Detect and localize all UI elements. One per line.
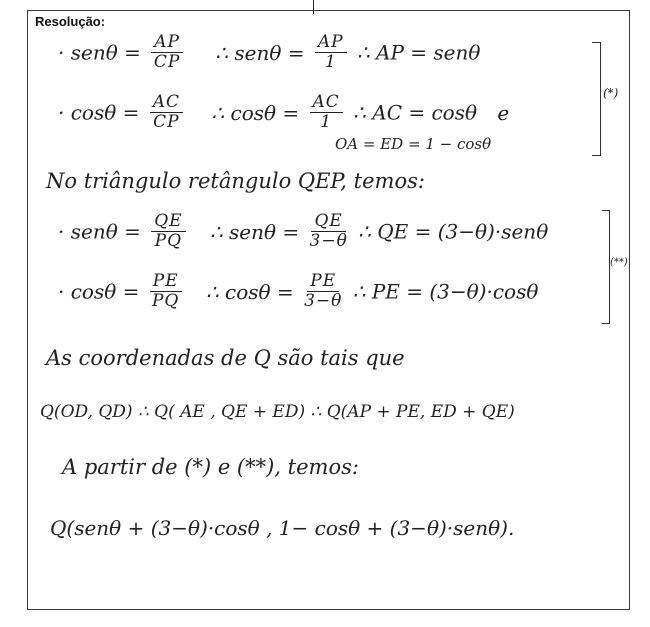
eq4-fraction-2: $\frac{PE}{3-\theta}$ bbox=[304, 271, 343, 311]
coordinates-derivation: Q(OD, QD) ∴ Q( AE , QE + ED) ∴ Q(AP + PE, ED + QE) bbox=[40, 402, 515, 422]
eq4-middle: ∴ cosθ = bbox=[205, 279, 294, 304]
eq2-fraction-1: $\frac{AC}{CP}$ bbox=[150, 94, 183, 131]
eq1-fraction-2: $\frac{AP}{1}$ bbox=[315, 34, 347, 71]
eq2-middle: ∴ cosθ = bbox=[211, 100, 300, 125]
eq1-lhs: · senθ = bbox=[58, 40, 141, 65]
sentence-from-stars: A partir de (*) e (**), temos: bbox=[62, 455, 359, 479]
eq2-fraction-2: $\frac{AC}{1}$ bbox=[310, 94, 343, 131]
brace-group-1 bbox=[592, 42, 601, 156]
solution-header: Resolução: bbox=[35, 14, 106, 29]
eq2-lhs: · cosθ = bbox=[58, 100, 140, 125]
eq3-middle: ∴ senθ = bbox=[209, 219, 300, 244]
tag-double-star: (**) bbox=[610, 257, 628, 268]
eq4-fraction-1: $\frac{PE}{PQ}$ bbox=[150, 273, 182, 310]
eq3-lhs: · senθ = bbox=[58, 219, 141, 244]
eq3-fraction-1: $\frac{QE}{PQ}$ bbox=[151, 213, 185, 250]
equation-oa-ed: OA = ED = 1 − cosθ bbox=[335, 135, 492, 153]
tag-star: (*) bbox=[603, 86, 619, 100]
eq1-fraction-1: $\frac{AP}{CP}$ bbox=[151, 34, 183, 71]
eq4-result: ∴ PE = (3−θ)·cosθ bbox=[352, 279, 539, 304]
eq1-result: ∴ AP = senθ bbox=[356, 40, 481, 65]
sentence-coordinates: As coordenadas de Q são tais que bbox=[46, 346, 405, 370]
brace-group-2 bbox=[602, 210, 610, 324]
equation-sen-ap bbox=[58, 34, 480, 71]
equation-cos-ac bbox=[58, 94, 509, 131]
eq4-lhs: · cosθ = bbox=[58, 279, 140, 304]
equation-sen-qe bbox=[58, 213, 548, 250]
eq3-result: ∴ QE = (3−θ)·senθ bbox=[358, 219, 549, 244]
eq2-and: e bbox=[497, 100, 510, 125]
sentence-triangle: No triângulo retângulo QEP, temos: bbox=[46, 169, 425, 193]
eq1-middle: ∴ senθ = bbox=[215, 40, 305, 65]
equation-cos-pe bbox=[58, 273, 538, 310]
final-result: Q(senθ + (3−θ)·cosθ , 1− cosθ + (3−θ)·senθ). bbox=[50, 516, 515, 540]
eq2-result: ∴ AC = cosθ bbox=[353, 100, 478, 125]
eq3-fraction-2: $\frac{QE}{3-\theta}$ bbox=[309, 211, 348, 251]
